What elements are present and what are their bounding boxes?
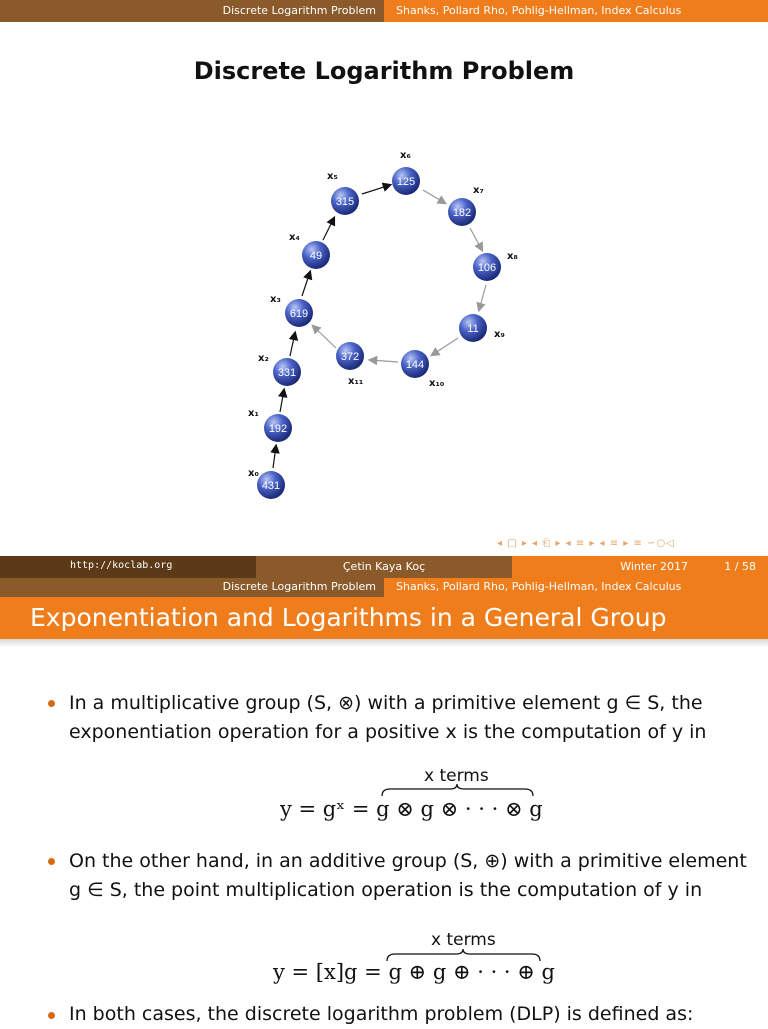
node-value: 11 <box>467 323 479 335</box>
node-value: 372 <box>340 351 360 363</box>
node-label: x₉ <box>494 329 505 340</box>
node-label: x₂ <box>258 353 269 364</box>
graph-node-x8 <box>473 251 518 281</box>
bullet-marker <box>48 1012 55 1019</box>
node-value: 144 <box>405 359 425 371</box>
overbrace <box>380 783 535 797</box>
node-label: x₇ <box>473 185 484 196</box>
edge-x5-x6 <box>362 185 390 194</box>
bullet-marker <box>48 858 55 865</box>
graph-node-x1 <box>248 408 292 442</box>
header-subsection[interactable]: Shanks, Pollard Rho, Pohlig-Hellman, Index Calculus <box>396 4 682 17</box>
brace-label: x terms <box>431 930 496 950</box>
graph-node-x6 <box>392 150 420 195</box>
node-value: 182 <box>452 207 472 219</box>
header-section-area[interactable] <box>0 0 384 22</box>
graph-node-x0 <box>248 468 285 499</box>
node-label: x₁₁ <box>348 376 364 387</box>
node-value: 331 <box>277 367 297 379</box>
edge-x10-x11 <box>370 360 398 362</box>
graph-node-x11 <box>336 342 364 387</box>
bullet-text: In a multiplicative group (S, ⊗) with a primitive element g ∈ S, the exponentiation operation for a positive x is the computation of y in <box>69 692 707 743</box>
bullet-text: In both cases, the discrete logarithm problem (DLP) is defined as: <box>69 1003 694 1025</box>
node-value: 619 <box>289 308 309 320</box>
header-section-area-slide2[interactable] <box>0 578 384 597</box>
formula-point-multiplication <box>273 960 555 984</box>
header-subsection-area-slide2[interactable] <box>384 578 768 597</box>
edge-x9-x10 <box>432 338 458 355</box>
frame-title-bar <box>0 597 768 639</box>
footer-url[interactable]: http://koclab.org <box>70 560 173 571</box>
formula-exponentiation <box>280 797 543 821</box>
edge-x1-x2 <box>280 390 284 412</box>
header-section[interactable]: Discrete Logarithm Problem <box>222 580 376 593</box>
node-label: x₅ <box>327 171 338 182</box>
footer-author-area <box>256 556 512 578</box>
node-label: x₃ <box>270 294 281 305</box>
node-value: 49 <box>309 250 323 262</box>
edge-x3-x4 <box>302 272 310 296</box>
footer-info-area <box>512 556 768 578</box>
formula-rhs: g ⊗ g ⊗ · · · ⊗ g <box>376 797 543 821</box>
node-label: x₈ <box>507 251 518 262</box>
brace-label: x terms <box>424 766 489 786</box>
formula-rhs: g ⊕ g ⊕ · · · ⊕ g <box>388 960 555 984</box>
edge-x11-x3 <box>313 326 336 348</box>
node-value: 315 <box>335 196 355 208</box>
header-bar-slide2 <box>0 578 768 597</box>
footer-bar <box>0 556 768 578</box>
graph-node-x10 <box>401 350 444 389</box>
node-label: x₁₀ <box>429 378 445 389</box>
title-shadow <box>0 639 768 647</box>
edge-x2-x3 <box>290 333 295 356</box>
node-value: 192 <box>268 423 288 435</box>
edge-x7-x8 <box>470 228 482 250</box>
formula-lhs: y = gˣ = <box>280 797 377 821</box>
edge-x8-x9 <box>479 285 486 310</box>
bullet-marker <box>48 700 55 707</box>
node-value: 106 <box>477 262 497 274</box>
edge-x4-x5 <box>323 218 334 240</box>
footer-date: Winter 2017 <box>620 560 688 573</box>
graph-node-x2 <box>258 353 301 386</box>
edge-x6-x7 <box>423 190 445 203</box>
edge-x0-x1 <box>273 446 276 468</box>
graph-node-x5 <box>327 171 359 215</box>
graph-node-x3 <box>270 294 313 327</box>
graph-node-x9 <box>459 314 505 342</box>
node-value: 125 <box>396 176 416 188</box>
node-label: x₁ <box>248 408 259 419</box>
graph-node-x7 <box>448 185 484 226</box>
slide-title: Discrete Logarithm Problem <box>193 57 575 85</box>
node-label: x₄ <box>289 232 300 243</box>
node-label: x₆ <box>400 150 411 161</box>
rho-graph <box>0 130 768 510</box>
footer-page-number: 1 / 58 <box>724 560 756 573</box>
footer-author: Çetin Kaya Koç <box>342 560 426 573</box>
node-label: x₀ <box>248 468 259 479</box>
footer-url-area <box>0 556 256 578</box>
bullet-text: On the other hand, in an additive group (S, ⊕) with a primitive element g ∈ S, the point multiplication operation is the computation of y in <box>69 850 747 901</box>
header-subsection-area[interactable] <box>384 0 768 22</box>
header-bar <box>0 0 768 22</box>
frame-title: Exponentiation and Logarithms in a General Group <box>30 603 667 632</box>
node-value: 431 <box>261 480 281 492</box>
formula-lhs: y = [x]g = <box>273 960 389 984</box>
beamer-navigation[interactable]: ◂ □ ▸ ◂ ⎗ ▸ ◂ ≡ ▸ ◂ ≡ ▸ ≡ ∽○◁ <box>497 538 675 549</box>
header-section[interactable]: Discrete Logarithm Problem <box>222 4 376 17</box>
header-subsection[interactable]: Shanks, Pollard Rho, Pohlig-Hellman, Index Calculus <box>396 580 682 593</box>
graph-edges <box>273 185 486 468</box>
